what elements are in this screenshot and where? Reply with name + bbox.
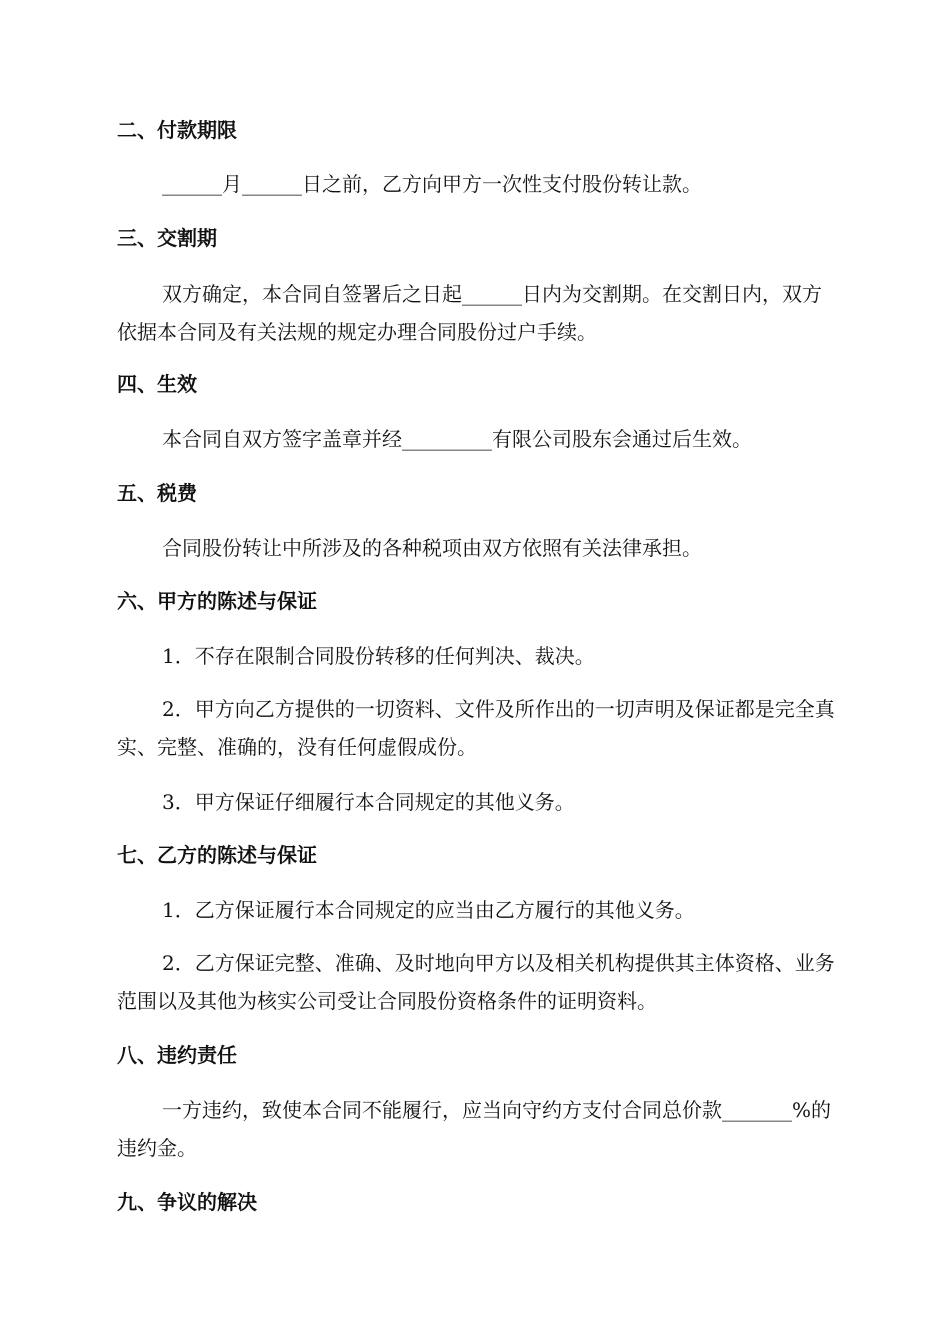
section-heading-taxes: 五、税费 xyxy=(117,481,197,505)
section-heading-payment-term: 二、付款期限 xyxy=(117,118,237,142)
section-heading-effectiveness: 四、生效 xyxy=(117,372,197,396)
paragraph-breach-liability: 一方违约，致使本合同不能履行，应当向守约方支付合同总价款_______%的违约金。 xyxy=(117,1098,832,1160)
paragraph-taxes: 合同股份转让中所涉及的各种税项由双方依照有关法律承担。 xyxy=(162,536,702,560)
section-heading-dispute-resolution: 九、争议的解决 xyxy=(117,1190,257,1214)
paragraph-party-a-item-2: 2．甲方向乙方提供的一切资料、文件及所作出的一切声明及保证都是完全真实、完整、准确的，没有任何虚假成份。 xyxy=(117,697,835,759)
paragraph-delivery-period: 双方确定，本合同自签署后之日起______日内为交割期。在交割日内，双方依据本合同及有关法规的规定办理合同股份过户手续。 xyxy=(117,282,822,344)
section-heading-delivery-period: 三、交割期 xyxy=(117,226,217,250)
section-heading-party-b-warranties: 七、乙方的陈述与保证 xyxy=(117,843,317,867)
section-heading-breach-liability: 八、违约责任 xyxy=(117,1043,237,1067)
paragraph-effectiveness: 本合同自双方签字盖章并经_________有限公司股东会通过后生效。 xyxy=(162,427,752,451)
section-heading-party-a-warranties: 六、甲方的陈述与保证 xyxy=(117,589,317,613)
paragraph-party-b-item-2: 2．乙方保证完整、准确、及时地向甲方以及相关机构提供其主体资格、业务范围以及其他为核实公司受让合同股份资格条件的证明资料。 xyxy=(117,951,835,1013)
paragraph-payment-term: ______月______日之前，乙方向甲方一次性支付股份转让款。 xyxy=(162,172,702,196)
paragraph-party-b-item-1: 1．乙方保证履行本合同规定的应当由乙方履行的其他义务。 xyxy=(162,898,695,922)
paragraph-party-a-item-1: 1．不存在限制合同股份转移的任何判决、裁决。 xyxy=(162,644,595,668)
paragraph-party-a-item-3: 3．甲方保证仔细履行本合同规定的其他义务。 xyxy=(162,790,575,814)
